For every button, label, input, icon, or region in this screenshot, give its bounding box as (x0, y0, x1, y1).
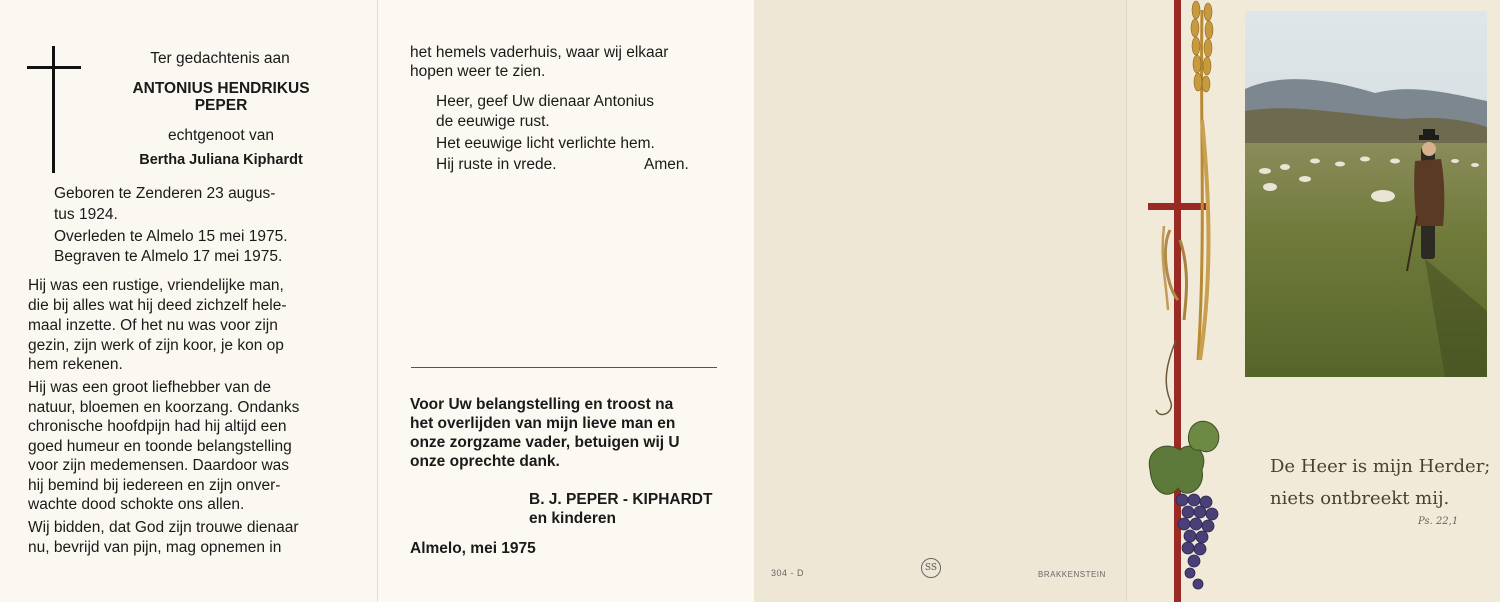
text-line: Hij was een rustige, vriendelijke man, (28, 277, 284, 294)
date-line: tus 1924. (54, 206, 118, 223)
signature: B. J. PEPER - KIPHARDT (529, 491, 713, 508)
divider (411, 367, 717, 368)
date-line: Geboren te Zenderen 23 augus- (54, 185, 276, 202)
panel-back (754, 0, 1126, 602)
text-line: maal inzette. Of het nu was voor zijn (28, 317, 278, 334)
shepherd-photo (1245, 11, 1487, 377)
prayer-line: Heer, geef Uw dienaar Antonius (436, 93, 654, 110)
verse-reference: Ps. 22,1 (1418, 516, 1459, 527)
thanks-line: onze oprechte dank. (410, 453, 560, 470)
cross-vertical (1174, 0, 1181, 602)
thanks-line: onze zorgzame vader, betuigen wij U (410, 434, 680, 451)
prayer-line: Hij ruste in vrede. (436, 156, 557, 173)
date-line: Begraven te Almelo 17 mei 1975. (54, 248, 283, 265)
text-line: die bij alles wat hij deed zichzelf hele- (28, 297, 287, 314)
cross-bar (1148, 203, 1206, 210)
place-date: Almelo, mei 1975 (410, 540, 536, 557)
spouse-intro: echtgenoot van (167, 127, 274, 144)
text-line: natuur, bloemen en koorzang. Ondanks (28, 399, 300, 416)
text-line: hopen weer te zien. (410, 63, 546, 80)
text-line: wachte dood schokte ons allen. (28, 496, 245, 513)
text-line: Hij was een groot liefhebber van de (28, 379, 271, 396)
text-line: voor zijn medemensen. Daardoor was (28, 457, 290, 474)
verse-line2: niets ontbreekt mij. (1270, 488, 1450, 509)
text-line: nu, bevrijd van pijn, mag opnemen in (28, 539, 282, 556)
amen: Amen. (644, 156, 689, 173)
memorial-header: Ter gedachtenis aan (150, 50, 290, 67)
print-code: 304 - D (771, 568, 805, 578)
publisher-logo-icon: SS (921, 558, 941, 578)
text-line: chronische hoofdpijn had hij altijd een (28, 418, 287, 435)
spouse-name: Bertha Juliana Kiphardt (139, 152, 303, 168)
cross-icon-horizontal (27, 66, 81, 69)
text-line: gezin, zijn werk of zijn koor, je kon op (28, 337, 284, 354)
text-line: goed humeur en toonde belangstelling (28, 438, 292, 455)
signature-sub: en kinderen (529, 510, 616, 527)
deceased-name-line2: PEPER (194, 97, 248, 114)
text-line: hij bemind bij iedereen en zijn onver- (28, 477, 281, 494)
text-line: Wij bidden, dat God zijn trouwe dienaar (28, 519, 299, 536)
text-line: het hemels vaderhuis, waar wij elkaar (410, 44, 669, 61)
text-line: hem rekenen. (28, 356, 123, 373)
prayer-line: de eeuwige rust. (436, 113, 550, 130)
thanks-line: het overlijden van mijn lieve man en (410, 415, 676, 432)
date-line: Overleden te Almelo 15 mei 1975. (54, 228, 288, 245)
prayer-line: Het eeuwige licht verlichte hem. (436, 135, 655, 152)
cross-wheat-grape-ornament-icon (1140, 0, 1240, 602)
publisher-name: BRAKKENSTEIN (1038, 570, 1106, 579)
thanks-line: Voor Uw belangstelling en troost na (410, 396, 674, 413)
verse-line1: De Heer is mijn Herder; (1270, 456, 1491, 477)
deceased-name-line1: ANTONIUS HENDRIKUS (132, 80, 310, 97)
